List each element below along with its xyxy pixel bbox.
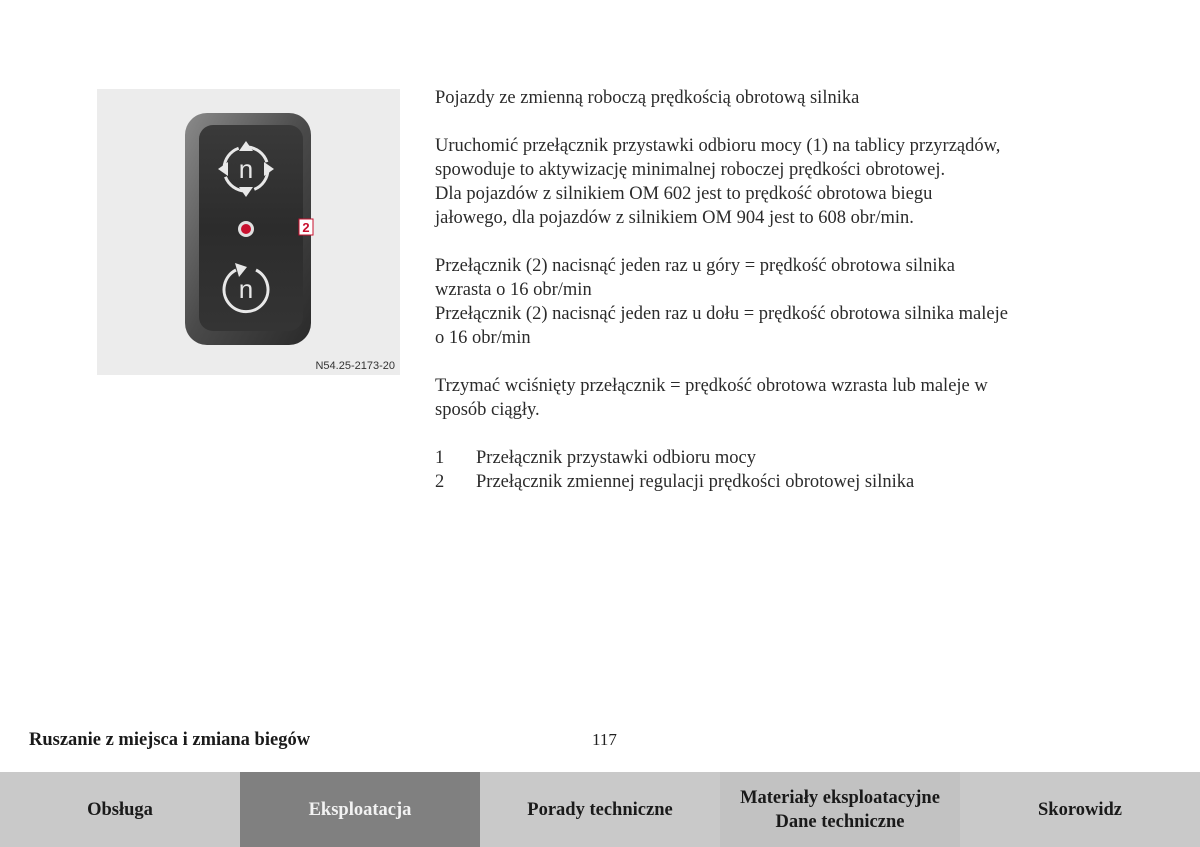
paragraph bbox=[435, 254, 1095, 350]
paragraph-line: spowoduje to aktywizację minimalnej roboczej prędkości obrotowej. bbox=[435, 160, 946, 180]
paragraph bbox=[435, 134, 1095, 230]
indicator-led bbox=[241, 224, 251, 234]
nav-tab[interactable] bbox=[720, 772, 960, 847]
legend-text: Przełącznik zmiennej regulacji prędkości obrotowej silnika bbox=[476, 472, 915, 492]
nav-tab[interactable] bbox=[240, 772, 480, 847]
nav-tab-label: Dane techniczne bbox=[775, 811, 905, 832]
main-content bbox=[435, 86, 1095, 494]
nav-tab-label: Materiały eksploatacyjne bbox=[740, 787, 940, 808]
paragraph-line: Przełącznik (2) nacisnąć jeden raz u dołu = prędkość obrotowa silnika maleje bbox=[435, 304, 1008, 324]
legend-item bbox=[435, 470, 1095, 494]
legend-number: 2 bbox=[435, 472, 445, 492]
paragraph-line: Dla pojazdów z silnikiem OM 602 jest to prędkość obrotowa biegu bbox=[435, 184, 933, 204]
legend-text: Przełącznik przystawki odbioru mocy bbox=[476, 448, 756, 468]
nav-tab-label: Obsługa bbox=[87, 799, 153, 820]
nav-tab-label: Skorowidz bbox=[1038, 799, 1122, 820]
figure-code: N54.25-2173-20 bbox=[315, 360, 395, 372]
paragraph-line: sposób ciągły. bbox=[435, 400, 540, 420]
paragraph-line: o 16 obr/min bbox=[435, 328, 531, 348]
paragraphs bbox=[435, 134, 1095, 422]
upper-symbol: n bbox=[238, 154, 254, 184]
nav-tab-label: Porady techniczne bbox=[527, 799, 673, 820]
switch-illustration bbox=[97, 89, 400, 375]
page-number: 117 bbox=[592, 730, 617, 749]
paragraph-line: jałowego, dla pojazdów z silnikiem OM 904 jest to 608 obr/min. bbox=[435, 208, 914, 228]
legend-item bbox=[435, 446, 1095, 470]
chapter-title: Ruszanie z miejsca i zmiana biegów bbox=[29, 730, 311, 750]
lower-symbol: n bbox=[238, 274, 254, 304]
paragraph-line: Przełącznik (2) nacisnąć jeden raz u góry = prędkość obrotowa silnika bbox=[435, 256, 956, 276]
bottom-navigation bbox=[0, 772, 1200, 847]
nav-tab[interactable] bbox=[0, 772, 240, 847]
paragraph-line: wzrasta o 16 obr/min bbox=[435, 280, 592, 300]
nav-tab[interactable] bbox=[480, 772, 720, 847]
paragraph-line: Uruchomić przełącznik przystawki odbioru mocy (1) na tablicy przyrządów, bbox=[435, 136, 1001, 156]
nav-tab-label: Eksploatacja bbox=[308, 799, 412, 820]
callout-number: 2 bbox=[302, 220, 310, 235]
paragraph-line: Trzymać wciśnięty przełącznik = prędkość obrotowa wzrasta lub maleje w bbox=[435, 376, 988, 396]
nav-tab[interactable] bbox=[960, 772, 1200, 847]
legend-number: 1 bbox=[435, 448, 445, 468]
switch-figure bbox=[97, 89, 400, 375]
section-heading: Pojazdy ze zmienną roboczą prędkością obrotową silnika bbox=[435, 88, 860, 108]
paragraph bbox=[435, 374, 1095, 422]
legend-list bbox=[435, 446, 1095, 494]
